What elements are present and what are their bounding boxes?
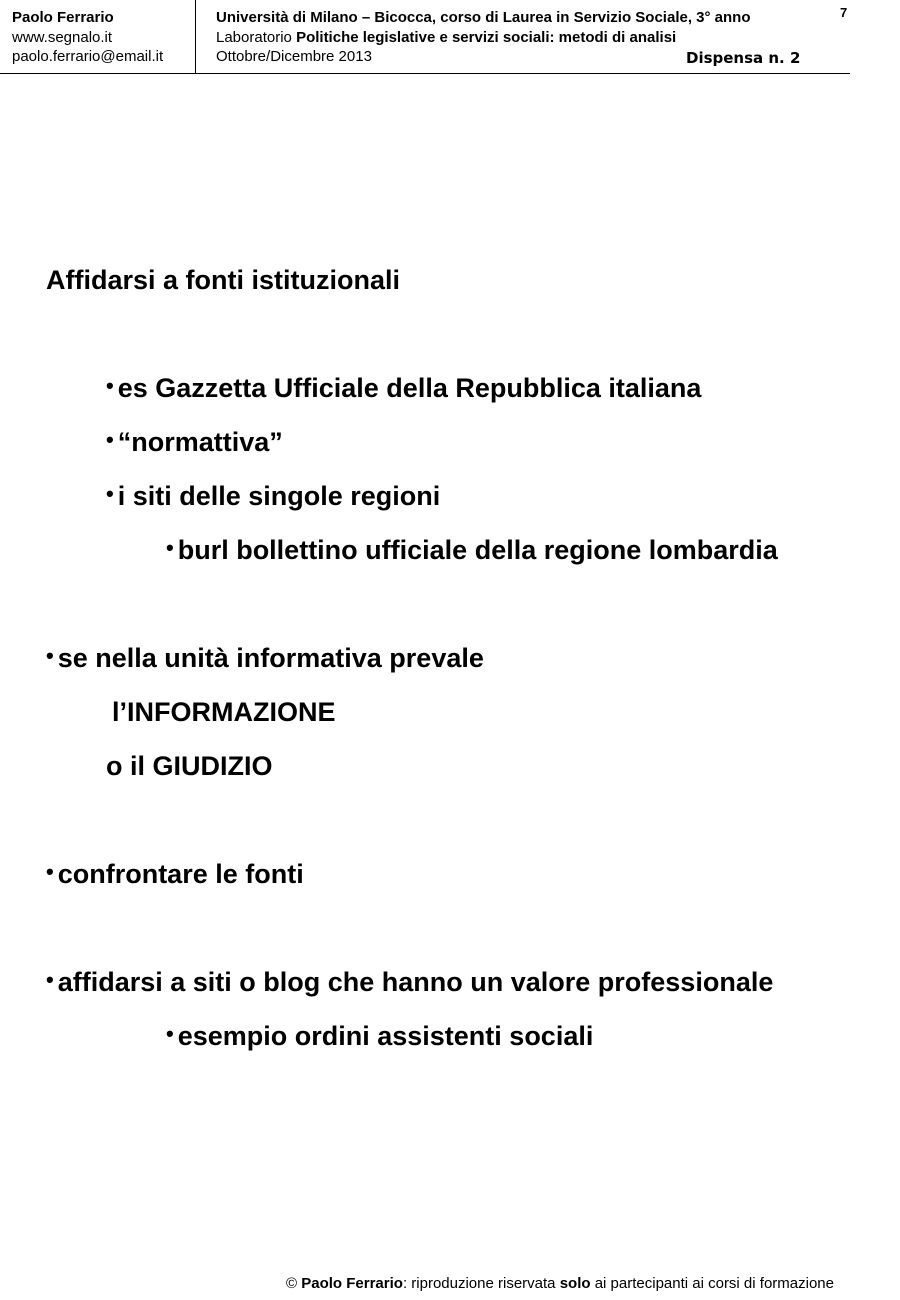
- list-item: [106, 481, 440, 513]
- author-email: paolo.ferrario@email.it: [12, 48, 164, 65]
- bullet: •: [46, 643, 54, 668]
- footer-author: Paolo Ferrario: [301, 1275, 403, 1292]
- list-item: [166, 535, 778, 567]
- list-item: [46, 967, 773, 999]
- author-name: Paolo Ferrario: [12, 9, 114, 26]
- bullet: •: [106, 373, 114, 398]
- footer-emphasis: solo: [559, 1275, 591, 1292]
- list-item: [46, 643, 484, 675]
- course-lab: [216, 28, 751, 48]
- list-item: [106, 373, 701, 405]
- bullet: •: [166, 535, 174, 560]
- list-item-text: burl bollettino ufficiale della regione lombardia: [177, 535, 778, 565]
- list-item-text: se nella unità informativa prevale: [57, 643, 484, 673]
- course-block: [216, 8, 751, 67]
- list-item-text: i siti delle singole regioni: [117, 481, 441, 511]
- bullet: •: [46, 859, 54, 884]
- author-website: www.segnalo.it: [12, 28, 113, 46]
- course-title: Università di Milano – Bicocca, corso di Laurea in Servizio Sociale, 3° anno: [216, 9, 751, 26]
- section-heading: Affidarsi a fonti istituzionali: [46, 265, 401, 295]
- course-lab-title: Politiche legislative e servizi sociali: metodi di analisi: [296, 28, 677, 46]
- course-lab-prefix: Laboratorio: [216, 28, 297, 46]
- page-number: 7: [840, 5, 848, 20]
- header-rule: [0, 73, 850, 74]
- list-item: [106, 427, 283, 459]
- list-item-text: confrontare le fonti: [57, 859, 304, 889]
- footer-text-1: : riproduzione riservata: [402, 1275, 560, 1292]
- list-item-continuation: l’INFORMAZIONE: [112, 697, 336, 727]
- bullet: •: [166, 1021, 174, 1046]
- list-item: [166, 1021, 593, 1053]
- bullet: •: [106, 481, 114, 506]
- list-item-text: affidarsi a siti o blog che hanno un valore professionale: [57, 967, 774, 997]
- copyright-footer: [286, 1275, 834, 1292]
- list-item-text: esempio ordini assistenti sociali: [177, 1021, 594, 1051]
- list-item-text: “normattiva”: [117, 427, 283, 457]
- bullet: •: [106, 427, 114, 452]
- bullet: •: [46, 967, 54, 992]
- footer-text-2: ai partecipanti ai corsi di formazione: [590, 1275, 834, 1292]
- list-item-text: es Gazzetta Ufficiale della Repubblica italiana: [117, 373, 702, 403]
- header-divider: [195, 0, 196, 73]
- dispensa-label: Dispensa n. 2: [686, 49, 801, 67]
- course-period: Ottobre/Dicembre 2013: [216, 48, 372, 65]
- author-block: [12, 8, 163, 67]
- list-item: [46, 859, 304, 891]
- copyright-symbol: ©: [286, 1275, 298, 1292]
- list-item-continuation: o il GIUDIZIO: [106, 751, 273, 781]
